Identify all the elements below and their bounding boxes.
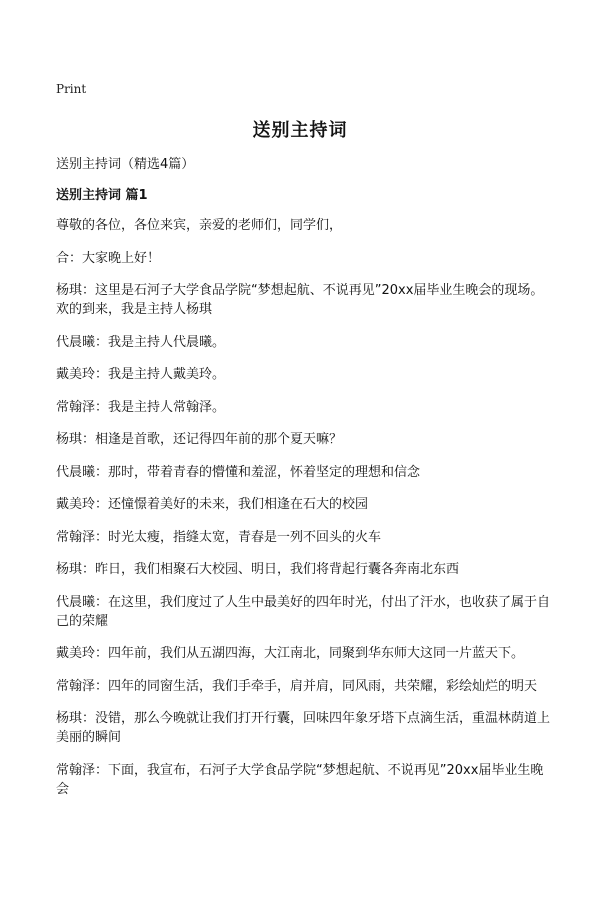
script-line: 常翰泽：我是主持人常翰泽。 <box>56 399 226 415</box>
script-line: 常翰泽：四年的同窗生活，我们手牵手，肩并肩，同风雨，共荣耀，彩绘灿烂的明天 <box>56 678 538 694</box>
script-line: 代晨曦：在这里，我们度过了人生中最美好的四年时光，付出了汗水，也收获了属于自己的荣耀 <box>56 594 551 629</box>
script-line: 常翰泽：下面，我宣布，石河子大学食品学院“梦想起航、不说再见”20xx届毕业生晚会 <box>56 762 544 797</box>
script-line: 代晨曦：那时，带着青春的懵懂和羞涩，怀着坚定的理想和信念 <box>56 464 421 480</box>
script-body <box>56 216 556 812</box>
document-subtitle: 送别主持词（精选4篇） <box>56 157 195 172</box>
script-line: 杨琪：昨日，我们相聚石大校园、明日，我们将背起行囊各奔南北东西 <box>56 562 460 577</box>
script-line: 杨琪：相逢是首歌，还记得四年前的那个夏天嘛？ <box>56 432 343 447</box>
script-line: 杨琪：这里是石河子大学食品学院“梦想起航、不说再见”20xx届毕业生晚会的现场。欢的到来，我是主持人杨琪 <box>56 283 544 317</box>
print-label: Print <box>56 82 87 96</box>
script-line: 戴美玲：还憧憬着美好的未来，我们相逢在石大的校园 <box>56 497 369 512</box>
script-line: 常翰泽：时光太瘦，指缝太宽，青春是一列不回头的火车 <box>56 529 382 545</box>
document-title: 送别主持词 <box>252 120 348 141</box>
script-line: 戴美玲：四年前，我们从五湖四海，大江南北，同聚到华东师大这同一片蓝天下。 <box>56 646 525 661</box>
script-line: 合：大家晚上好！ <box>56 250 161 266</box>
script-line: 戴美玲：我是主持人戴美玲。 <box>56 367 226 382</box>
script-line: 代晨曦：我是主持人代晨曦。 <box>56 334 226 350</box>
script-line: 杨琪：没错，那么今晚就让我们打开行囊，回味四年象牙塔下点滴生活，重温林荫道上美丽的瞬间 <box>56 711 551 745</box>
section-heading: 送别主持词 篇1 <box>56 188 148 203</box>
script-line: 尊敬的各位，各位来宾，亲爱的老师们，同学们， <box>56 218 343 233</box>
